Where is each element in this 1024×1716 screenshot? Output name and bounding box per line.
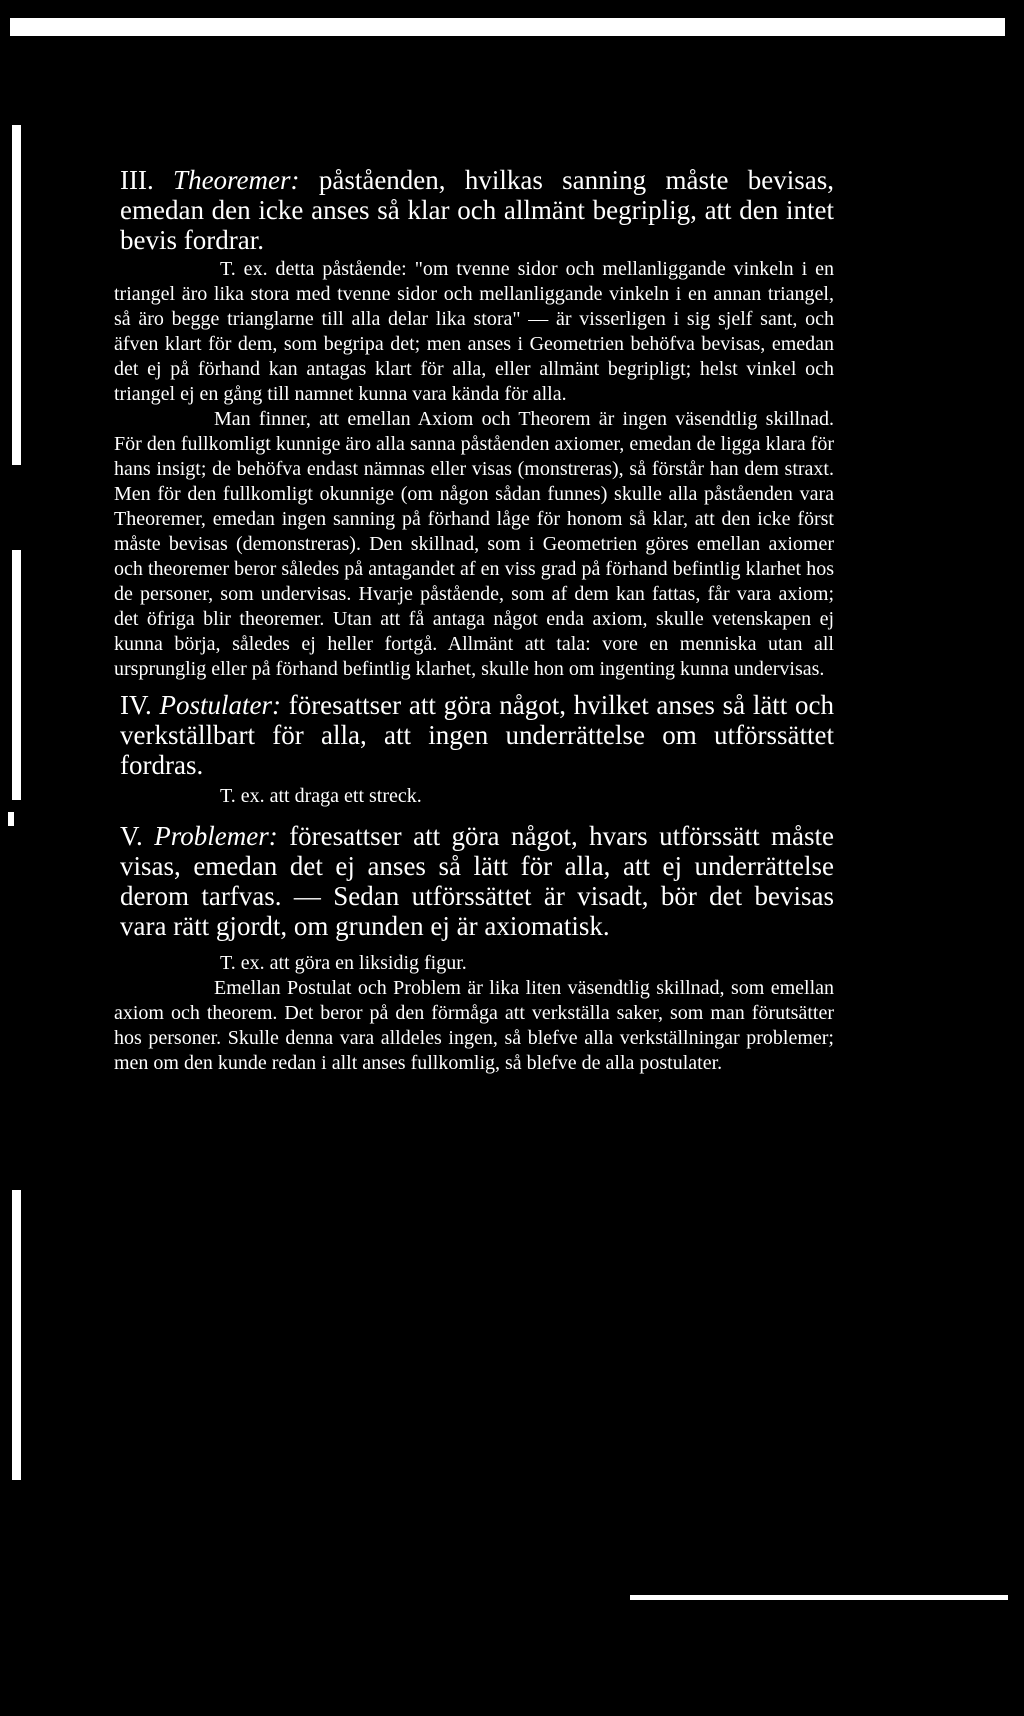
scan-bottom-line [630,1595,1008,1600]
scan-edge-mark [12,550,21,800]
section-3-heading [120,165,834,255]
section-4-term: Postulater: [159,690,281,720]
section-5-number: V. [120,821,143,851]
section-3-paragraph: Man finner, att emellan Axiom och Theorem är ingen väsendtlig skillnad. För den fullkomligt kunnige äro alla sanna påståenden axiomer, emedan de ligga klara för hans insigt; de behöfva endast nämnas eller visas (monstreras), så förstår han dem straxt. Men för den fullkomligt okunnige (om någon sådan funnes) skulle alla påståenden vara Theoremer, emedan ingen sanning på förhand låge för honom så klar, att den icke först måste bevisas (demonstreras). Den skillnad, som i Geometrien göres emellan axiomer och theoremer beror således på antagandet af en viss grad på förhand befintlig klarhet hos de personer, som undervisas. Hvarje påstående, som af dem kan fattas, får vara axiom; det öfriga blir theoremer. Utan att få antaga något enda axiom, skulle vetenskapen ej kunna börja, således ej heller fortgå. Allmänt att tala: vore en menniska utan all ursprunglig eller på förhand befintlig klarhet, skulle hon om ingenting kunna undervisas. [114,408,834,680]
section-4-number: IV. [120,690,152,720]
section-4-heading [120,690,834,780]
section-3-number: III. [120,165,154,195]
section-3-term: Theoremer: [173,165,300,195]
section-3-definition: påståenden, hvilkas sanning måste bevisas, emedan den icke anses så klar och allmänt begriplig, att den intet bevis fordrar. [120,165,834,255]
section-5-example: T. ex. att göra en liksidig figur. [220,952,467,974]
scan-edge-mark [12,125,21,465]
scan-edge-mark [12,1190,21,1480]
section-4-definition: föresattser att göra något, hvilket anses så lätt och verkställbart för alla, att ingen underrättelse om utförssättet fordras. [120,690,835,780]
scan-edge-mark [8,812,14,826]
section-5-definition: föresattser att göra något, hvars utförssätt måste visas, emedan det ej anses så lätt för alla, att ej underrättelse derom tarfvas. — Sedan utförssättet är visadt, bör det bevisas vara rätt gjordt, om grunden ej är axiomatisk. [120,821,835,941]
page-text [114,165,835,1076]
section-3-example: T. ex. detta påstående: "om tvenne sidor och mellanliggande vinkeln i en triangel äro lika stora med tvenne sidor och mellanliggande vinkeln i en annan triangel, så äro begge trianglarne till alla delar lika stora" — är visserligen i sig sjelf sant, och äfven klart för dem, som begripa det; men anses i Geometrien behöfva bevisas, emedan det ej på förhand kan antagas klart för alla, eller allmänt begripligt; helst vinkel och triangel ej en gång till namnet kunna vara kända för alla. [114,258,834,405]
section-5-term: Problemer: [154,821,278,851]
section-5-paragraph: Emellan Postulat och Problem är lika liten väsendtlig skillnad, som emellan axiom och theorem. Det beror på den förmåga att verkställa saker, som man förutsätter hos personer. Skulle denna vara alldeles ingen, så blefve alla verkställningar problemer; men om den kunde redan i allt anses fullkomlig, så blefve de alla postulater. [114,977,834,1074]
scan-top-bar [10,18,1005,36]
section-4-example: T. ex. att draga ett streck. [220,785,422,807]
section-5-heading [120,821,834,941]
